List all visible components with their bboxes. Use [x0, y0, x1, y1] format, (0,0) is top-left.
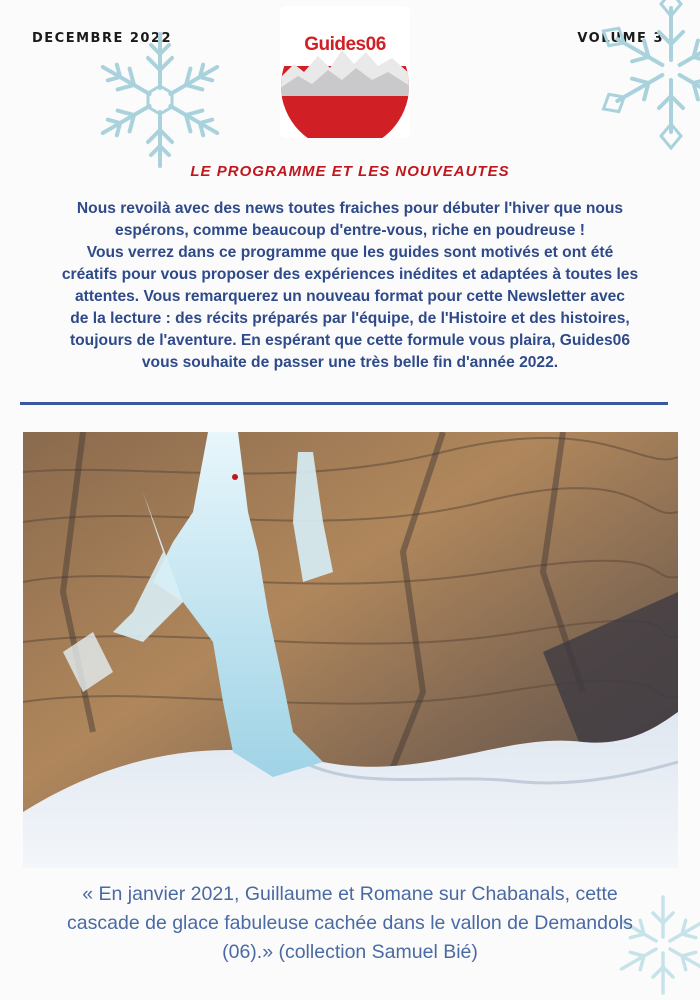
section-title: LE PROGRAMME ET LES NOUVEAUTES	[190, 163, 510, 180]
caption-line: (06).» (collection Samuel Bié)	[222, 941, 478, 963]
snowflake-icon	[596, 0, 700, 165]
intro-line: espérons, comme beaucoup d'entre-vous, riche en poudreuse !	[115, 222, 585, 239]
issue-volume: VOLUME 3	[577, 31, 664, 46]
mountain-logo-icon	[280, 6, 410, 138]
intro-line: vous souhaite de passer une très belle fin d'année 2022.	[141, 354, 559, 371]
photo-caption	[30, 880, 670, 967]
logo-text: Guides06	[304, 34, 386, 55]
intro-line: Vous verrez dans ce programme que les guides sont motivés et ont été	[86, 244, 614, 261]
intro-line: attentes. Vous remarquerez un nouveau format pour cette Newsletter avec	[75, 288, 625, 305]
intro-line: de la lecture : des récits préparés par l'équipe, de l'Histoire et des histoires,	[70, 310, 630, 327]
ice-waterfall-photo	[23, 432, 678, 868]
intro-paragraph	[22, 198, 678, 374]
guides06-logo	[280, 6, 410, 138]
caption-line: cascade de glace fabuleuse cachée dans le vallon de Demandols	[67, 912, 633, 934]
divider	[20, 402, 668, 405]
intro-line: créatifs pour vous proposer des expériences inédites et adaptées à toutes les	[61, 266, 639, 283]
caption-line: « En janvier 2021, Guillaume et Romane sur Chabanals, cette	[82, 883, 618, 905]
snowflake-icon	[86, 26, 234, 174]
intro-line: Nous revoilà avec des news toutes fraiches pour débuter l'hiver que nous	[76, 200, 624, 217]
intro-line: toujours de l'aventure. En espérant que cette formule vous plaira, Guides06	[69, 332, 631, 349]
issue-date: DECEMBRE 2022	[32, 31, 173, 46]
